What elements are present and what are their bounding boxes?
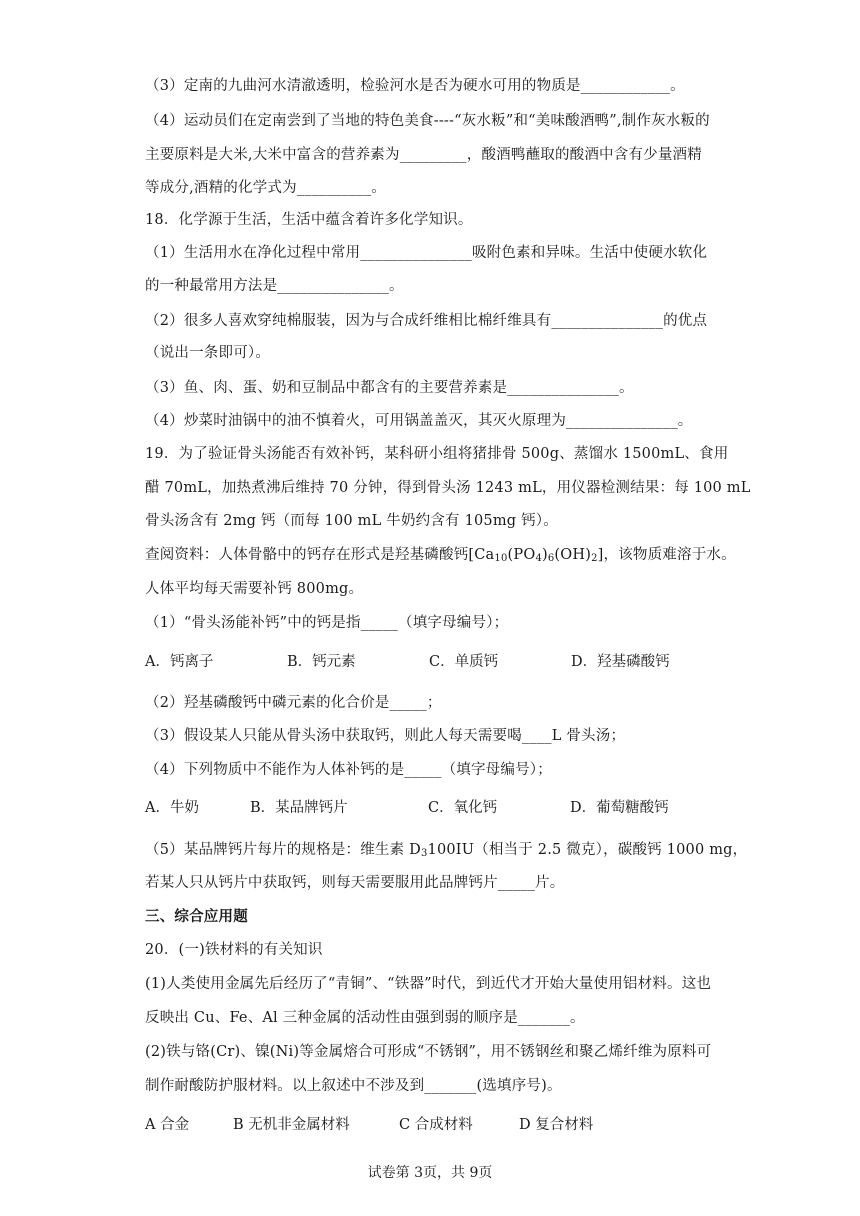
question-17-4-line3: 等成分,酒精的化学式为__________。 [145, 180, 387, 196]
question-20-2-options [145, 1115, 745, 1135]
question-20-2-line2: 制作耐酸防护服材料。以上叙述中不涉及到_______(选填序号)。 [145, 1078, 562, 1094]
option-d: D．葡萄糖酸钙 [570, 800, 669, 816]
option-a: A．钙离子 [145, 654, 214, 670]
question-18-4: （4）炒菜时油锅中的油不慎着火，可用锅盖盖灭，其灭火原理为_______________。 [145, 413, 693, 429]
option-a: A．牛奶 [145, 800, 199, 816]
question-20-1-line2: 反映出 Cu、Fe、Al 三种金属的活动性由强到弱的顺序是_______。 [145, 1010, 585, 1026]
question-19-reference: 查阅资料：人体骨骼中的钙存在形式是羟基磷酸钙$[Ca_{10}(PO_4)_6(OH)_2]$，该物质难溶于水。 [145, 547, 736, 564]
question-19-5-line2: 若某人只从钙片中获取钙，则每天需要服用此品牌钙片_____片。 [145, 875, 565, 891]
question-18-2-line2: （说出一条即可）。 [145, 345, 271, 361]
section-heading: 三、综合应用题 [145, 908, 248, 925]
question-19-5-line1: （5）某品牌钙片每片的规格是：维生素 $D_3100IU$（相当于 2.5 微克），碳酸钙 1000 mg， [145, 842, 748, 859]
option-a: A 合金 [145, 1117, 190, 1133]
question-17-4-line1: （4）运动员们在定南尝到了当地的特色美食----“灰水粄”和“美味酸酒鸭”,制作灰水粄的 [145, 113, 710, 129]
question-17-3: （3）定南的九曲河水清澈透明，检验河水是否为硬水可用的物质是____________。 [145, 78, 685, 94]
option-d: D 复合材料 [519, 1117, 594, 1133]
question-19-1-options [145, 652, 745, 672]
option-b: B．某品牌钙片 [250, 800, 348, 816]
question-20-1-line1: (1)人类使用金属先后经历了“青铜”、“铁器”时代，到近代才开始大量使用铝材料。这也 [145, 976, 712, 992]
option-b: B．钙元素 [287, 654, 356, 670]
question-19-reference-line2: 人体平均每天需要补钙 800mg。 [145, 581, 364, 597]
question-20-2-line1: (2)铁与铬(Cr)、镍(Ni)等金属熔合可形成“不锈钢”，用不锈钢丝和聚乙烯纤维为原料可 [145, 1044, 712, 1060]
question-19-1: （1）“骨头汤能补钙”中的钙是指_____（填字母编号）； [145, 615, 509, 631]
question-19-4: （4）下列物质中不能作为人体补钙的是_____（填字母编号）； [145, 762, 552, 778]
question-18-1-line1: （1）生活用水在净化过程中常用_______________吸附色素和异味。生活中使硬水软化 [145, 245, 708, 261]
question-17-4-line2: 主要原料是大米,大米中富含的营养素为_________，酸酒鸭蘸取的酸酒中含有少量酒精 [145, 147, 702, 163]
question-19-4-options [145, 798, 745, 818]
question-18-3: （3）鱼、肉、蛋、奶和豆制品中都含有的主要营养素是_______________。 [145, 380, 634, 396]
question-19-2: （2）羟基磷酸钙中磷元素的化合价是_____； [145, 695, 442, 711]
question-19-stem-line3: 骨头汤含有 2mg 钙（而每 100 mL 牛奶约含有 105mg 钙）。 [145, 513, 558, 529]
question-19-stem-line1: 19．为了验证骨头汤能否有效补钙，某科研小组将猪排骨 500g、蒸馏水 1500mL、食用 [145, 446, 729, 462]
option-c: C．氧化钙 [428, 800, 498, 816]
option-c: C．单质钙 [429, 654, 499, 670]
option-c: C 合成材料 [399, 1117, 473, 1133]
question-18-1-line2: 的一种最常用方法是_______________。 [145, 278, 404, 294]
option-b: B 无机非金属材料 [233, 1117, 350, 1133]
page-footer: 试卷第 3页，共 9页 [367, 1165, 493, 1181]
question-18-stem: 18．化学源于生活，生活中蕴含着许多化学知识。 [145, 212, 473, 228]
question-20-stem: 20．(一)铁材料的有关知识 [145, 942, 323, 958]
question-19-stem-line2: 醋 70mL，加热煮沸后维持 70 分钟，得到骨头汤 1243 mL，用仪器检测结果：每 100 mL [145, 480, 751, 496]
question-19-3: （3）假设某人只能从骨头汤中获取钙，则此人每天需要喝____L 骨头汤； [145, 728, 626, 744]
option-d: D．羟基磷酸钙 [571, 654, 670, 670]
question-18-2-line1: （2）很多人喜欢穿纯棉服装，因为与合成纤维相比棉纤维具有_______________的优点 [145, 313, 708, 329]
